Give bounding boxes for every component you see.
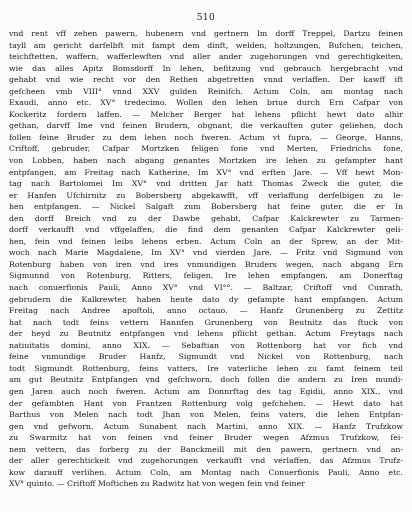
text-line: Exaudi, anno etc. XV° tredecimo. Wollen den lehen briue durch Ern Cafpar von [9,98,403,108]
text-line: Freitag nach Andree apoftoli, anno octauo. — Hanfz Grunenberg zu Zettitz [9,306,403,316]
text-line: gebrudern die Kalkrewter, haben heute dato dy gefampte hant empfangen. Actum [9,294,403,304]
body-text [9,28,403,490]
text-line: gen vnd gefworn. Actum Sunabent nach Martini, anno XIX. — Hanfz Trufzkow [9,421,403,431]
text-line: zu Swarmitz hat von feinen vnd feiner Bruder wegen Afzmus Trufzkow, fei- [9,433,403,443]
text-line: gehabt vnd wie recht vor den Rethen abgetretten vnnd verlaffen. Der kawff ift [9,75,403,85]
text-line: hen entpfangen. — Nickel Salgaft zum Bobersberg hat feine guter, die er In [9,202,403,212]
text-line: vnd rent vff zehen pawern, hubenern vnd gertnern Im dorff Treppel, Dartzu feinen [9,29,403,38]
text-line: kow darauff verlihen. Actum Coln, am Montag nach Conuerfionis Pauli, Anno etc. [9,467,403,477]
text-line: er Hanfen Ufchirnitz zu Bobersberg abgekawfft, vff verlaffung derfelbigen zu le- [9,190,403,200]
text-line: dorff verkaufft vnd vffgelaffen, die find dem genanten Cafpar Kalckrewter geli- [9,225,403,235]
text-line: Criftoff, gebruder, Cafpar Mortzken feligen fone vnd Merten, Friedrichs fone, [9,144,403,154]
text-line: feine vnmundige Bruder Hanfz, Sigmundt vnd Nickel von Rottenburg, nach [9,352,403,362]
text-line: nem vettern, das forberg zu der Banckmeill mit den pawern, gertnern vnd an- [9,444,403,454]
text-line: der aller gerechtickeit vnd zugehorungen verkaufft vnd verlaffen, das Afzmus Trufz- [9,456,403,466]
text-line: tag nach Bartolomei Im XV° vnd dritten Jar hatt Thomas Zweck die guter, die [9,179,403,189]
text-line: nach conuerfionis Pauli, Anno XV° vnd VI°°. — Baltzar, Criftoff vnd Cunrath, [9,283,403,293]
text-line: gefcheen vmb VIII° vnnd XXV gulden Reinifch. Actum Coln, am montag nach [9,86,403,96]
text-line: todt Sigmundt Rottenburg, feins vatters, Ire vaterliche lehen zu famt feinem teil [9,363,403,373]
text-line: der heyd zu Beutnitz entpfangen vnd lehens pflicht gethan. Actum Freytags nach [9,329,403,339]
text-line: teichftetten, waffern, wafferlewften vnd aller ander zugehorungen vnd gerechtigkeiten, [9,52,403,62]
text-line: den dorff Breich vnd zu der Dawbe gehabt, Cafpar Kalckrewter zu Tarmen- [9,213,403,223]
text-line: follen feine Bruder zu dem lehen noch fweren. Actum vt fupra. — George, Hanns, [9,132,403,142]
text-line: von Lobben, haben nach abgang genantes Mortzken ire lehen zu gefampter hant [9,156,403,166]
text-line: Sigmunnd von Rotenburg, Ritters, feligen, Ire lehen empfangen, am Donerftag [9,271,403,281]
text-line: hat nach todt feins vettern Hannfen Grunenberg von Beutnitz das ftuck von [9,317,403,327]
text-line: hen, fein vnd feinen leibs lehens erben. Actum Coln an der Sprew, an der Mit- [9,236,403,246]
text-line: wie das alles Apitz Bomsdorff In lehen, befitzung vnd gebrauch hergebracht vnd [9,63,403,73]
text-line: gethan, darvff Ime vnd feinen Brudern, obgnant, die verkauften guter geliehen, doch [9,121,403,131]
text-line: natiuitatis domini, anno XIX. — Sebaftian von Rottenborg hat vor fich vnd [9,340,403,350]
text-line: der gefambten Hant von Frantzen Rottenburg volg gefchehen. — Hewt dato hat [9,398,403,408]
text-line: am gut Beutnitz Entpfangen vnd gefchworn, doch follen die andern zu Iren mundi- [9,375,403,385]
text-line: Kockeritz fordern laffen. — Melcher Berger hat lehens pflicht hewt dato alhir [9,109,403,119]
text-line: tayll am gericht darfelbft mit fampt dem dinft, welden, holtzungen, Bufchen, teichen, [9,40,403,50]
text-line: XV° quinto. — Criftoff Moftichen zu Radwitz hat von wegen fein vnd feiner [9,479,305,489]
page-number: 510 [196,13,216,23]
text-line: entpfangen, am Freitag nach Katherine, Im XV° vnd erften Jare. — Vff hewt Mon- [9,167,403,177]
text-line: Rotenburg haben von iren vnd ires vnmundigen Bruders wegen, nach abgang Ern [9,259,403,269]
text-line: gen Jaren auch noch fweren. Actum am Donnrftag des tag Egidii, anno XIX., vnd [9,386,403,396]
text-line: Barthus von Melen nach todt Jhan von Melen, feins vaters, die lehen Entpfan- [9,410,403,420]
text-line: woch nach Marie Magdalene, Im XV° vnd vierden Jare. — Fritz vnd Sigmund von [9,248,403,258]
